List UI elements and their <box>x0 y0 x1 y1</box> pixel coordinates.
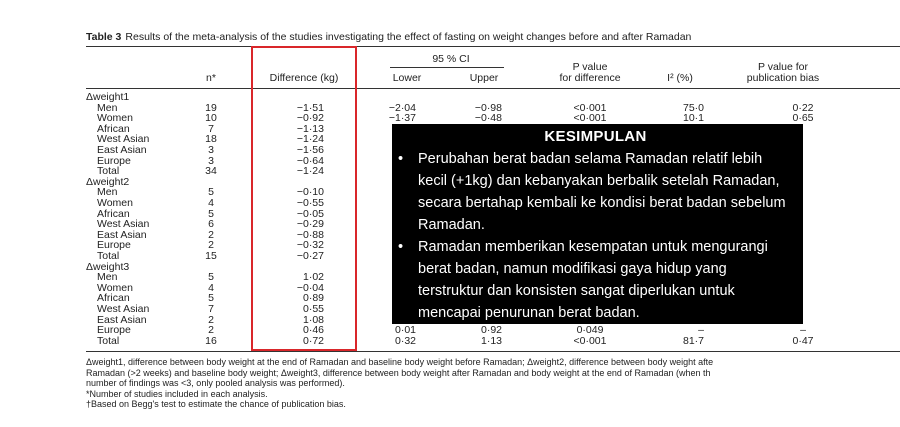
group-heading: Δweight1 <box>86 91 130 103</box>
cell-p-value: <0·001 <box>573 101 607 114</box>
row-label: African <box>97 292 130 305</box>
cell-p-value: <0·001 <box>573 334 607 347</box>
cell-n: 2 <box>208 324 214 337</box>
cell-difference: −0·27 <box>296 250 324 262</box>
cell-upper: 1·13 <box>480 334 502 347</box>
cell-difference: −0·29 <box>296 218 324 231</box>
cell-difference: −0·32 <box>296 239 324 252</box>
cell-difference: 1·08 <box>302 313 324 326</box>
cell-lower: 0·01 <box>394 324 416 337</box>
cell-p-value: 0·049 <box>576 324 604 337</box>
table-caption <box>86 31 691 43</box>
difference-highlight-box <box>251 46 357 351</box>
row-label: West Asian <box>97 133 150 146</box>
cell-p-bias: 0·22 <box>792 101 814 114</box>
cell-n: 10 <box>205 112 217 125</box>
cell-n: 7 <box>208 122 214 135</box>
header-p-bias-2: publication bias <box>746 72 820 84</box>
cell-n: 2 <box>208 239 214 252</box>
cell-difference: −0·92 <box>296 112 324 125</box>
row-label: Women <box>97 281 133 294</box>
row-label: Europe <box>97 324 131 337</box>
cell-difference: −0·10 <box>296 186 324 199</box>
header-lower: Lower <box>392 72 422 84</box>
table-caption-text: Results of the meta-analysis of the studies investigating the effect of fasting on weight changes before and after Ramadan <box>125 31 692 43</box>
cell-n: 2 <box>208 228 214 241</box>
bullet-marker: • <box>398 151 404 167</box>
cell-i2: 75·0 <box>682 101 704 114</box>
cell-lower: −2·04 <box>388 101 416 114</box>
cell-p-value: <0·001 <box>573 112 607 125</box>
cell-difference: 0·46 <box>302 324 324 337</box>
cell-n: 7 <box>208 303 214 315</box>
row-label: East Asian <box>97 144 147 156</box>
header-p-value-2: for difference <box>559 72 621 84</box>
conclusion-bullet <box>398 148 793 236</box>
row-label: East Asian <box>97 228 147 241</box>
cell-difference: −1·24 <box>296 133 324 146</box>
row-label: Men <box>97 186 118 199</box>
cell-difference: −0·64 <box>296 154 324 167</box>
header-upper: Upper <box>469 72 499 84</box>
cell-difference: 1·02 <box>302 271 324 284</box>
cell-n: 18 <box>205 133 217 146</box>
cell-i2: – <box>698 324 704 337</box>
row-label: West Asian <box>97 303 150 315</box>
row-label: Men <box>97 271 118 284</box>
cell-i2: 81·7 <box>682 334 704 347</box>
cell-lower: 0·32 <box>394 334 416 347</box>
cell-upper: 0·92 <box>480 324 502 337</box>
cell-difference: −1·56 <box>296 144 324 156</box>
row-label: Total <box>97 165 120 178</box>
footnote-line: Ramadan (>2 weeks) and baseline body weight; Δweight3, difference between body weight after Ramadan and body weight at the end of Ramadan (when th <box>86 367 711 378</box>
header-p-value-1: P value <box>572 61 608 73</box>
cell-n: 34 <box>205 165 217 178</box>
table-caption-label: Table 3 <box>86 31 122 43</box>
row-label: African <box>97 207 130 220</box>
row-label: Europe <box>97 154 131 167</box>
cell-lower: −1·37 <box>388 112 416 125</box>
header-difference: Difference (kg) <box>269 72 339 84</box>
cell-n: 3 <box>208 154 214 167</box>
cell-n: 16 <box>205 334 217 347</box>
table-header-rule <box>86 88 900 89</box>
row-label: West Asian <box>97 218 150 231</box>
ci-underline <box>390 67 504 68</box>
row-label: Total <box>97 250 120 262</box>
table-top-rule <box>86 46 900 47</box>
cell-n: 5 <box>208 186 214 199</box>
cell-n: 5 <box>208 292 214 305</box>
cell-n: 4 <box>208 197 214 209</box>
footnote-line: number of findings was <3, only pooled analysis was performed). <box>86 378 345 388</box>
group-heading: Δweight3 <box>86 260 130 273</box>
cell-difference: −0·88 <box>296 228 324 241</box>
conclusion-list <box>398 148 793 324</box>
cell-difference: −0·55 <box>296 197 324 209</box>
cell-p-bias: 0·65 <box>792 112 814 125</box>
cell-difference: −1·51 <box>296 101 324 114</box>
cell-i2: 10·1 <box>682 112 704 125</box>
cell-n: 19 <box>205 101 217 114</box>
header-n: n* <box>206 72 216 84</box>
row-label: East Asian <box>97 313 147 326</box>
header-p-bias-1: P value for <box>757 61 808 73</box>
conclusion-title: KESIMPULAN <box>544 128 647 145</box>
cell-n: 4 <box>208 281 214 294</box>
conclusion-bullet <box>398 236 793 324</box>
cell-difference: −0·04 <box>296 281 324 294</box>
row-label: Women <box>97 197 133 209</box>
cell-n: 15 <box>205 250 217 262</box>
footnote-line: †Based on Begg's test to estimate the chance of publication bias. <box>86 399 346 409</box>
cell-difference: −0·05 <box>296 207 324 220</box>
conclusion-bullet-text: Ramadan memberikan kesempatan untuk mengurangi berat badan, namun modifikasi gaya hidup yang terstruktur dan konsisten sangat diperlukan untuk mencapai penurunan berat badan. <box>418 239 768 321</box>
row-label: Europe <box>97 239 131 252</box>
cell-p-bias: 0·47 <box>792 334 814 347</box>
cell-difference: 0·72 <box>302 334 324 347</box>
table-footnotes <box>86 357 900 410</box>
row-label: Total <box>97 334 120 347</box>
cell-difference: −1·24 <box>296 165 324 178</box>
footnote-line: *Number of studies included in each analysis. <box>86 388 268 399</box>
cell-n: 5 <box>208 207 214 220</box>
conclusion-bullet-text: Perubahan berat badan selama Ramadan relatif lebih kecil (+1kg) dan kebanyakan berbalik setelah Ramadan, secara bertahap kembali ke kondisi berat badan sebelum Ramadan. <box>418 151 786 233</box>
cell-n: 2 <box>208 313 214 326</box>
cell-n: 6 <box>208 218 214 231</box>
cell-p-bias: – <box>800 324 806 337</box>
row-label: African <box>97 122 130 135</box>
cell-n: 5 <box>208 271 214 284</box>
cell-difference: 0·89 <box>302 292 324 305</box>
header-ci: 95 % CI <box>432 53 470 65</box>
table-bottom-rule <box>86 351 900 352</box>
cell-upper: −0·98 <box>474 101 502 114</box>
cell-upper: −0·48 <box>474 112 502 125</box>
row-label: Women <box>97 112 133 125</box>
group-heading: Δweight2 <box>86 175 130 188</box>
header-i2: I² (%) <box>667 72 693 84</box>
cell-n: 3 <box>208 144 214 156</box>
cell-difference: −1·13 <box>296 122 324 135</box>
footnote-line: Δweight1, difference between body weight at the end of Ramadan and baseline body weight before Ramadan; Δweight2, difference between body weight afte <box>86 357 714 367</box>
cell-difference: 0·55 <box>302 303 324 315</box>
bullet-marker: • <box>398 239 404 255</box>
row-label: Men <box>97 101 118 114</box>
conclusion-overlay <box>392 124 803 324</box>
